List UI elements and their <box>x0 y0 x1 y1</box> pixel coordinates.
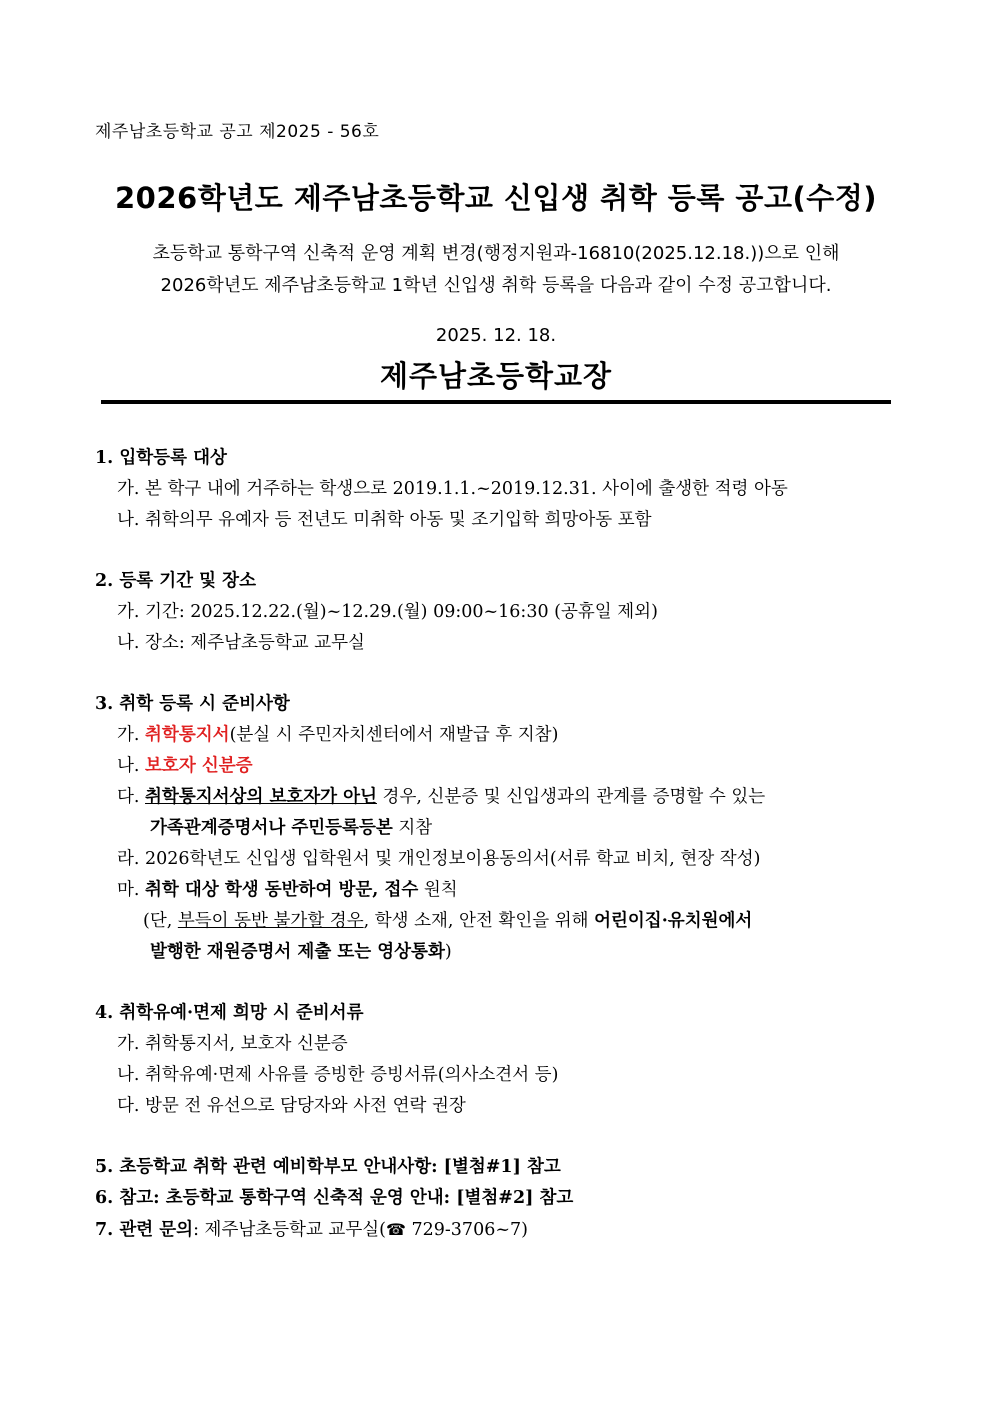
section-6-title: 6. 참고: 초등학교 통학구역 신축적 운영 안내: [별첨#2] 참고 <box>95 1188 574 1208</box>
item-text: (단, <box>143 911 178 931</box>
item-prefix: 나. <box>117 756 146 776</box>
section-3-title: 3. 취학 등록 시 준비사항 <box>95 694 290 714</box>
emphasis-text: 취학통지서상의 보호자가 아닌 <box>145 787 377 807</box>
section-3-item-e <box>95 875 900 906</box>
item-prefix: 가. <box>117 725 146 745</box>
notice-body <box>95 443 900 1245</box>
section-3-item-e-note <box>95 906 900 937</box>
divider <box>101 400 891 404</box>
section-2-item-b: 나. 장소: 제주남초등학교 교무실 <box>117 633 365 653</box>
section-4-item-c: 다. 방문 전 유선으로 담당자와 사전 연락 권장 <box>117 1096 466 1116</box>
section-1-item-b: 나. 취학의무 유예자 등 전년도 미취학 아동 및 조기입학 희망아동 포함 <box>117 510 652 530</box>
section-4-item-a: 가. 취학통지서, 보호자 신분증 <box>117 1034 348 1054</box>
section-3-item-b <box>95 751 900 782</box>
section-3-item-c-cont <box>95 813 900 844</box>
section-1-title: 1. 입학등록 대상 <box>95 448 227 468</box>
underlined-text: 부득이 동반 불가할 경우 <box>177 911 364 931</box>
highlight-text: 취학통지서 <box>145 725 230 745</box>
phone-icon: ☎ <box>385 1220 406 1239</box>
emphasis-text: 어린이집·유치원에서 <box>594 911 753 931</box>
page-title: 2026학년도 제주남초등학교 신입생 취학 등록 공고(수정) <box>115 181 877 215</box>
item-text: 원칙 <box>418 880 458 900</box>
notice-number: 제주남초등학교 공고 제2025 - 56호 <box>95 122 380 142</box>
issuer-name: 제주남초등학교장 <box>379 359 613 393</box>
item-text: (분실 시 주민자치센터에서 재발급 후 지참) <box>229 725 559 745</box>
section-4-title: 4. 취학유예·면제 희망 시 준비서류 <box>95 1003 364 1023</box>
item-text: 경우, 신분증 및 신입생과의 관계를 증명할 수 있는 <box>376 787 766 807</box>
contact-text: : 제주남초등학교 교무실( <box>193 1220 386 1240</box>
section-7-contact <box>95 1214 900 1245</box>
highlight-text: 보호자 신분증 <box>145 756 253 776</box>
item-prefix: 마. <box>117 880 146 900</box>
section-2-item-a: 가. 기간: 2025.12.22.(월)~12.29.(월) 09:00~16:30 (공휴일 제외) <box>117 602 658 622</box>
section-3-item-c <box>95 782 900 813</box>
phone-number: 729-3706~7) <box>405 1220 528 1240</box>
section-7-title: 7. 관련 문의 <box>95 1220 194 1240</box>
section-2-title: 2. 등록 기간 및 장소 <box>95 571 256 591</box>
emphasis-text: 가족관계증명서나 주민등록등본 <box>150 818 393 838</box>
item-text: 지참 <box>392 818 433 838</box>
emphasis-text: 취학 대상 학생 동반하여 방문, 접수 <box>145 880 419 900</box>
item-text: , 학생 소재, 안전 확인을 위해 <box>363 911 595 931</box>
emphasis-text: 발행한 재원증명서 제출 또는 영상통화 <box>150 942 445 962</box>
section-3-item-e-note-cont <box>95 937 900 968</box>
section-4-item-b: 나. 취학유예·면제 사유를 증빙한 증빙서류(의사소견서 등) <box>117 1065 559 1085</box>
section-1-item-a: 가. 본 학구 내에 거주하는 학생으로 2019.1.1.~2019.12.31. 사이에 출생한 적령 아동 <box>117 479 788 499</box>
item-prefix: 다. <box>117 787 146 807</box>
intro-paragraph <box>100 238 892 302</box>
section-3-item-a <box>95 720 900 751</box>
section-3-item-d: 라. 2026학년도 신입생 입학원서 및 개인정보이용동의서(서류 학교 비치, 현장 작성) <box>117 849 761 869</box>
notice-date: 2025. 12. 18. <box>435 325 557 346</box>
section-5-title: 5. 초등학교 취학 관련 예비학부모 안내사항: [별첨#1] 참고 <box>95 1157 561 1177</box>
item-text: ) <box>444 942 452 962</box>
intro-line-2: 2026학년도 제주남초등학교 1학년 신입생 취학 등록을 다음과 같이 수정 공고합니다. <box>160 275 832 296</box>
intro-line-1: 초등학교 통학구역 신축적 운영 계획 변경(행정지원과-16810(2025.12.18.))으로 인해 <box>152 243 840 264</box>
